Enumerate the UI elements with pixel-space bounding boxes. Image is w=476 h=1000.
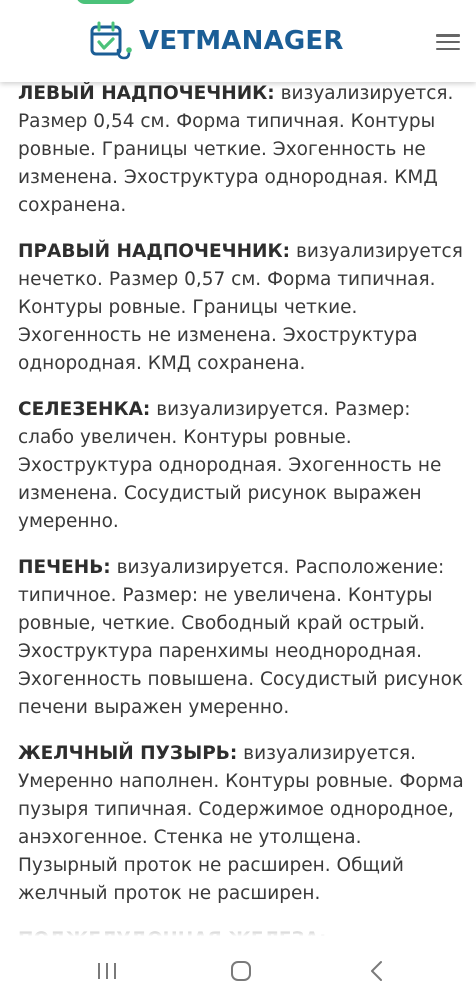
section-text: визуализируется. Умеренно наполнен. Контуры ровные. Форма пузыря типичная. Содержимое однородное, анэхогенное. Стенка не утолщена. Пузырный проток не расширен. Общий желчный проток не расширен.	[18, 743, 464, 904]
calendar-stethoscope-icon	[88, 20, 132, 62]
section-text: визуализируется. Размер 0,54 см. Форма типичная. Контуры ровные. Границы четкие. Эхогенность не изменена. Эхоструктура однородная. КМД сохранена.	[18, 83, 454, 216]
report-section-spleen	[18, 396, 464, 536]
section-heading: ПЕЧЕНЬ:	[18, 557, 111, 578]
section-text: визуализируется. Размер: слабо увеличен. Контуры ровные. Эхоструктура однородная. Эхогенность не изменена. Сосудистый рисунок выражен умеренно.	[18, 399, 442, 532]
section-text: визуализируется нечетко. Размер 0,57 см. Форма типичная. Контуры ровные. Границы четкие. Эхогенность не изменена. Эхоструктура однородная. КМД сохранена.	[18, 241, 463, 374]
status-pill	[76, 0, 136, 4]
report-section-liver	[18, 554, 464, 722]
report-section-gallbladder	[18, 740, 464, 908]
report-content	[0, 82, 476, 940]
app-header	[0, 0, 476, 82]
home-icon[interactable]	[226, 958, 256, 984]
section-text: визуализируется. Расположение: типичное. Размер: не увеличена. Контуры ровные, четкие. Свободный край острый. Эхоструктура паренхимы неоднородная. Эхогенность повышена. Сосудистый рисунок печени выражен умеренно.	[18, 557, 464, 718]
hamburger-menu-icon[interactable]	[436, 34, 460, 50]
back-icon[interactable]	[362, 958, 392, 984]
recent-apps-icon[interactable]	[92, 958, 122, 984]
brand-name: VETMANAGER	[139, 26, 344, 56]
report-section-left-adrenal	[18, 80, 464, 220]
section-heading: ЖЕЛЧНЫЙ ПУЗЫРЬ:	[18, 743, 238, 764]
brand-logo[interactable]	[88, 20, 344, 62]
section-heading: ПРАВЫЙ НАДПОЧЕЧНИК:	[18, 241, 291, 262]
section-heading: СЕЛЕЗЕНКА:	[18, 399, 151, 420]
report-section-right-adrenal	[18, 238, 464, 378]
system-navigation-bar	[0, 940, 476, 1000]
section-heading: ЛЕВЫЙ НАДПОЧЕЧНИК:	[18, 83, 275, 104]
